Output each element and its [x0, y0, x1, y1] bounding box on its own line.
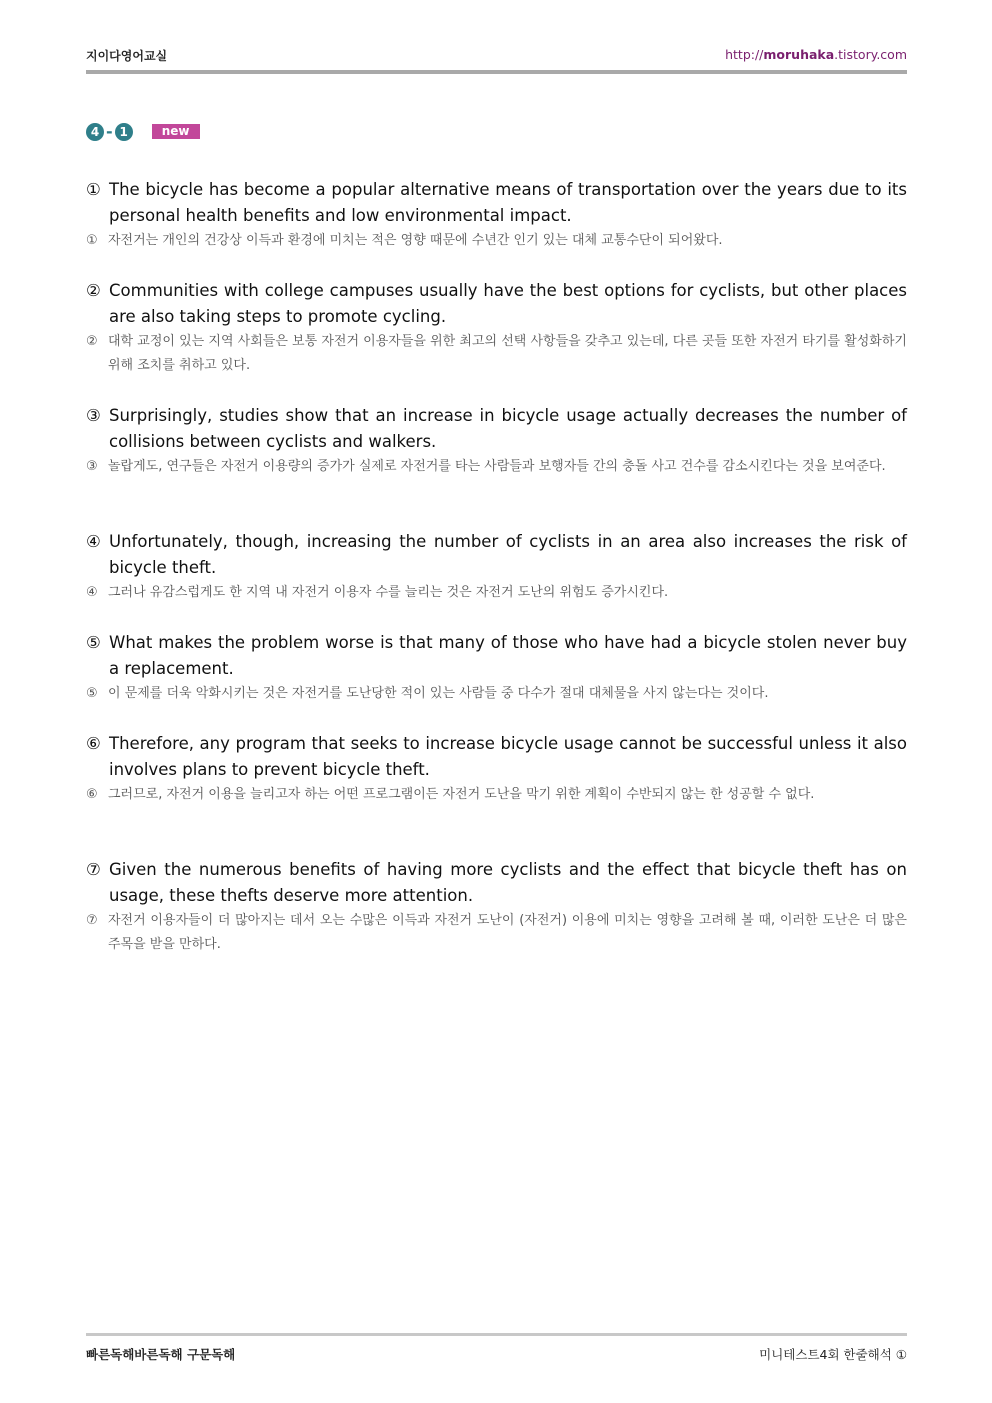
sentence-item — [86, 403, 907, 479]
page-footer — [86, 1345, 907, 1365]
sentence-number: ④ — [86, 532, 101, 551]
english-text: Therefore, any program that seeks to increase bicycle usage cannot be successful unless it also involves plans to prevent bicycle theft. — [109, 734, 907, 779]
header-url[interactable] — [725, 47, 907, 62]
english-text: The bicycle has become a popular alternative means of transportation over the years due to its personal health benefits and low environmental impact. — [109, 180, 907, 225]
korean-text: 놀랍게도, 연구들은 자전거 이용량의 증가가 실제로 자전거를 타는 사람들과 보행자들 간의 충돌 사고 건수를 감소시킨다는 것을 보여준다. — [108, 459, 886, 474]
translation-number: ⑦ — [86, 913, 98, 928]
english-sentence — [86, 529, 907, 581]
sentence-number: ② — [86, 281, 101, 300]
sentence-item — [86, 857, 907, 957]
korean-text: 그러므로, 자전거 이용을 늘리고자 하는 어떤 프로그램이든 자전거 도난을 막기 위한 계획이 수반되지 않는 한 성공할 수 없다. — [108, 787, 815, 802]
sentence-number: ⑦ — [86, 860, 101, 879]
translation-number: ② — [86, 334, 98, 349]
sentence-item — [86, 278, 907, 378]
korean-text: 대학 교정이 있는 지역 사회들은 보통 자전거 이용자들을 위한 최고의 선택 사항들을 갖추고 있는데, 다른 곳들 또한 자전거 타기를 활성화하기 위해 조치를 취하고 있다. — [108, 334, 907, 373]
korean-translation — [86, 909, 907, 957]
header-divider — [86, 70, 907, 74]
korean-translation — [86, 330, 907, 378]
korean-text: 그러나 유감스럽게도 한 지역 내 자전거 이용자 수를 늘리는 것은 자전거 도난의 위험도 증가시킨다. — [108, 585, 669, 600]
sentence-item — [86, 731, 907, 807]
translation-number: ⑥ — [86, 787, 98, 802]
sentence-number: ① — [86, 180, 101, 199]
sentence-item — [86, 177, 907, 253]
sentence-item — [86, 529, 907, 605]
footer-divider — [86, 1333, 907, 1336]
translation-number: ④ — [86, 585, 98, 600]
korean-text: 이 문제를 더욱 악화시키는 것은 자전거를 도난당한 적이 있는 사람들 중 다수가 절대 대체물을 사지 않는다는 것이다. — [108, 686, 769, 701]
english-text: Surprisingly, studies show that an increase in bicycle usage actually decreases the number of collisions between cyclists and walkers. — [109, 406, 907, 451]
section-number-b: 1 — [115, 123, 133, 141]
english-sentence — [86, 630, 907, 682]
page-header — [86, 44, 907, 64]
korean-text: 자전거 이용자들이 더 많아지는 데서 오는 수많은 이득과 자전거 도난이 (자전거) 이용에 미치는 영향을 고려해 볼 때, 이러한 도난은 더 많은 주목을 받을 만하다. — [108, 913, 907, 952]
korean-translation — [86, 581, 907, 605]
section-heading — [86, 121, 200, 141]
footer-page-label: 미니테스트4회 한줄해석 ① — [759, 1347, 907, 1362]
sentence-number: ⑤ — [86, 633, 101, 652]
sentence-item — [86, 630, 907, 706]
url-prefix: http:// — [725, 47, 764, 62]
english-text: Communities with college campuses usually have the best options for cyclists, but other places are also taking steps to promote cycling. — [109, 281, 907, 326]
section-number-a: 4 — [86, 123, 104, 141]
new-badge: new — [152, 124, 200, 139]
url-suffix: .tistory.com — [834, 47, 907, 62]
translation-number: ① — [86, 233, 98, 248]
translation-number: ③ — [86, 459, 98, 474]
korean-translation — [86, 783, 907, 807]
korean-text: 자전거는 개인의 건강상 이득과 환경에 미치는 적은 영향 때문에 수년간 인기 있는 대체 교통수단이 되어왔다. — [108, 233, 723, 248]
section-dash: - — [106, 122, 113, 141]
english-text: Unfortunately, though, increasing the number of cyclists in an area also increases the risk of bicycle theft. — [109, 532, 907, 577]
sentence-number: ⑥ — [86, 734, 101, 753]
english-sentence — [86, 403, 907, 455]
korean-translation — [86, 229, 907, 253]
english-text: What makes the problem worse is that many of those who have had a bicycle stolen never buy a replacement. — [109, 633, 907, 678]
english-sentence — [86, 857, 907, 909]
english-sentence — [86, 278, 907, 330]
english-sentence — [86, 177, 907, 229]
header-title: 지이다영어교실 — [86, 49, 168, 63]
url-bold: moruhaka — [763, 47, 835, 62]
translation-number: ⑤ — [86, 686, 98, 701]
english-sentence — [86, 731, 907, 783]
korean-translation — [86, 455, 907, 479]
english-text: Given the numerous benefits of having more cyclists and the effect that bicycle theft has on usage, these thefts deserve more attention. — [109, 860, 907, 905]
sentence-number: ③ — [86, 406, 101, 425]
korean-translation — [86, 682, 907, 706]
footer-book-title: 빠른독해바른독해 구문독해 — [86, 1347, 236, 1362]
